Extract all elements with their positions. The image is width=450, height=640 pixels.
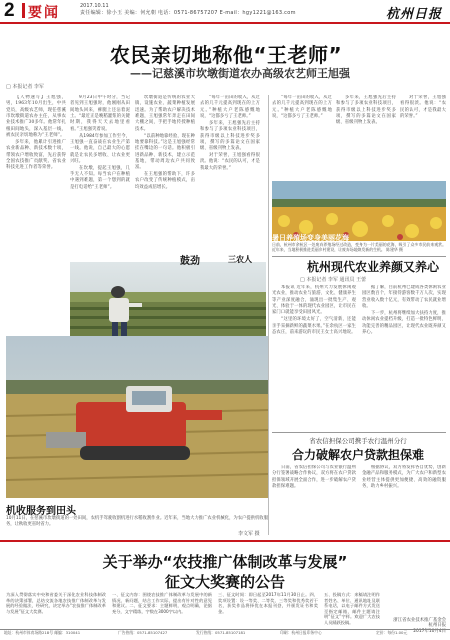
right-body-column-3 <box>400 95 446 179</box>
footer-address: 地址：杭州市体育场路218号 邮编：310041 <box>4 630 81 635</box>
loan-story-kicker: 省农信担保公司携手农行温州分行 <box>309 437 407 445</box>
announcement-column-3: 三、征文时间：即日起至2017年11月30日止。四、奖项设置：设一等奖、二等奖、三等奖和优秀奖若干名，获奖作品将择优在本报刊登，并颁发证书和奖金。 <box>218 592 318 614</box>
column-divider <box>268 95 269 535</box>
paragraph: 在王旭强的帮助下，许多农户改变了传统种植模式，亩均效益成倍增长。 <box>135 172 195 190</box>
footer-printer: 印刷：杭州日报印务中心 <box>280 630 322 635</box>
paragraph: 多年来，他累计引进推广农业新品种、新技术数十项，带领农户增收致富，先后获得全国农技推广贡献奖、省农业科技先进工作者等荣誉。 <box>6 139 66 171</box>
paragraph: 【人物速写】王旭强，男，1963年10月出生，中共党员，高级农艺师，现任慈溪市坎墩街道农办主任，从事农业技术推广30多年。他常年扎根田间地头，深入基层一线，被农民亲切地称为“王老师”。 <box>6 95 66 139</box>
header-meta <box>80 3 296 17</box>
page-number: 2 <box>4 0 15 21</box>
paragraph: 在坎墩，提起王旭强，几乎无人不知。每当农户在种植中遇到难题，第一个想到的就是打电话给“王老师”。 <box>70 165 130 190</box>
footer-price: 定价：每份1.00元 <box>376 630 408 635</box>
paragraph: 下一步，杭州将继续加大扶持力度，推动休闲农业提档升级，打造一批特色鲜明、功能完善的精品园区，让现代农业既养颜又养心。 <box>362 310 446 335</box>
paragraph: 坎墩街道是传统的农业大镇，设施农业、蔬菜种植发展迅速。为了帮助农户解决技术难题，王旭强常年奔走在田间大棚之间，手把手地传授种植技术。 <box>135 95 195 132</box>
loan-column-2 <box>362 465 446 535</box>
signature-org: 浙江省农业技术推广基金会 <box>393 618 446 623</box>
newspaper-masthead: 杭州日报 <box>385 7 442 22</box>
announcement-column-4: 五、投稿方式：来稿请注明作者姓名、单位、通讯地址及联系电话，以电子邮件方式发送至指定邮箱，邮件主题请注明“征文”字样。欢迎广大农技人员踊跃投稿。 <box>324 592 380 625</box>
farmer-photo <box>70 262 266 337</box>
photo-column-logo: 鼓劲 <box>180 256 200 267</box>
flower-caption-title: 暑日养殖场变身美丽花海 <box>272 234 349 242</box>
announcement-title-line1: 关于举办“农技推广体制改革与发展” <box>102 553 348 571</box>
agriculture-column-2 <box>362 285 446 431</box>
lead-column <box>6 95 66 330</box>
paragraph: 根据协议，双方将发挥各自优势，创新金融产品和服务模式，为广大农户和新型农业经营主体提供更加便捷、高效的融资服务，助力乡村振兴。 <box>362 465 446 490</box>
harvest-caption: 10月11日，在慈溪市坎墩街道的一处田间，农机手驾驶收割机进行水稻收割作业。近年来，当地大力推广农业机械化，为农户提供机收服务，让秋收更省时省力。 <box>6 516 268 527</box>
right-body-column-1 <box>272 95 332 179</box>
paragraph: “这里的环境太好了，空气清新，还能亲手采摘新鲜的蔬菜水果。”在余杭区一家生态农庄，前来游玩的市民王女士高兴地说。 <box>272 317 356 335</box>
paragraph: 9月23日中午时分，当记者见到王旭强时，他刚刚从田间地头回来，裤腿上还沾着泥土。“最近正是晚稻灌浆的关键时期，我得天天去地里看看。”王旭强笑着说。 <box>70 95 130 132</box>
paragraph: 多年来，王旭强先后主持和参与了多项农业科技项目，获得市级以上科技进步奖多项，撰写的多篇论文在国家级、省级刊物上发表。 <box>336 95 396 126</box>
page-footer <box>0 629 450 640</box>
harvester-photo <box>6 336 268 498</box>
paragraph: 日前，省农信担保公司与农业银行温州分行签署战略合作协议，双方将在农户贷款担保领域开展全面合作，进一步破解农户贷款担保难题。 <box>272 465 356 490</box>
loan-column-1 <box>272 465 356 535</box>
editor-line: 责任编辑：徐小玉 美编：何允朝 电话：0571-86757207 E-mail：hgy1221@163.com <box>80 10 296 16</box>
announcement-column-1: 为深入贯彻落实中央和省委关于深化农业科技体制改革的决策部署，总结交流各地农技推广体制改革与发展的经验做法，经研究，决定举办“农技推广体制改革与发展”征文大奖赛。 <box>6 592 106 614</box>
divider <box>272 256 446 257</box>
section-marker <box>22 3 25 18</box>
footer-distribution-line: 发行热线：0571-85107181 <box>196 630 246 635</box>
paragraph: 本报讯 近年来，杭州大力发展休闲观光农业，推动农业与旅游、文化、健康养生等产业深度融合，涌现出一批集生产、观光、体验于一体的现代农业园区，让市民在家门口就能享受田园风光。 <box>272 285 356 316</box>
issue-date: 2017.10.11 <box>80 3 109 9</box>
main-byline: □ 本报记者 李军 <box>6 84 44 90</box>
announcement-column-2: 一、征文内容：围绕农技推广体制改革与发展中的新情况、新问题，结合工作实际，提出有针对性的意见和建议。二、征文要求：主题鲜明，观点明确，论据充分，文字精练，字数在3000字以内。 <box>112 592 212 614</box>
harvest-credit: 李文军 摄 <box>238 531 260 537</box>
footer-ad-line: 广告热线：0571-85107427 <box>118 630 168 635</box>
paragraph: “每年一亩田的收入，从过去的几千元提高到现在的上万元。”种植大户老陈感慨地说，“这都多亏了王老师。” <box>200 95 260 120</box>
right-body-column-2 <box>336 95 396 179</box>
main-subhead: ——记慈溪市坎墩街道农办高级农艺师王旭强 <box>130 67 350 80</box>
body-column-3 <box>200 95 260 217</box>
agriculture-column-1 <box>272 285 356 431</box>
body-column-2 <box>135 95 195 217</box>
agriculture-story-title: 杭州现代农业养颜又养心 <box>306 260 439 274</box>
loan-story-title: 合力破解农户贷款担保难 <box>291 448 424 462</box>
photo-column-name: 三农人 <box>228 255 252 264</box>
paragraph: 对于荣誉，王旭强看得很淡。他说：“农民的认可，才是我最大的荣誉。” <box>400 95 446 120</box>
header-rule <box>0 22 450 24</box>
signature-date: 2017年10月4日 <box>413 628 446 634</box>
paragraph: “以前种地靠经验，现在种地要靠科技。”这是王旭强经常挂在嘴边的一句话。他积极引进新品种、新技术，建立示范基地，带动周边农户共同致富。 <box>135 133 195 171</box>
page-header <box>0 0 450 22</box>
agriculture-byline: □ 本报记者 李军 通讯员 王蕾 <box>300 277 367 283</box>
paragraph: 据了解，目前杭州已建成各类休闲农业园区数百个，年接待游客数千万人次，实现营业收入数十亿元，有效带动了农民就业增收。 <box>362 285 446 310</box>
paragraph: “每年一亩田的收入，从过去的几千元提高到现在的上万元。”种植大户老陈感慨地说，“这都多亏了王老师。” <box>272 95 332 120</box>
main-headline: 农民亲切地称他“王老师” <box>109 43 343 67</box>
divider <box>272 432 446 433</box>
paragraph: 对于荣誉，王旭强看得很淡。他说：“农民的认可，才是我最大的荣誉。” <box>200 153 260 171</box>
announcement-rule <box>0 540 450 542</box>
signature-org-2: 杭州日报 <box>428 623 446 629</box>
announcement-title-line2: 征文大奖赛的公告 <box>164 573 285 591</box>
section-name: 要闻 <box>28 5 60 21</box>
flower-field-photo <box>272 181 446 241</box>
paragraph: 从1984年参加工作至今，王旭强一直奋战在农业生产第一线。他说，自己最大的心愿就是让农民多增收、让农业更兴旺。 <box>70 133 130 164</box>
flower-caption-text: 日前，杭州市余杭区一处废弃养殖场经过改造，变身为一片美丽的花海，吸引了众多市民前来观赏。近年来，当地积极推进美丽乡村建设，让废弃场地焕发新的生机。 陈建华 摄 <box>272 242 446 252</box>
paragraph: 多年来，王旭强先后主持和参与了多项农业科技项目，获得市级以上科技进步奖多项，撰写的多篇论文在国家级、省级刊物上发表。 <box>200 120 260 152</box>
harvest-story-title: 机收服务到田头 <box>6 506 76 517</box>
